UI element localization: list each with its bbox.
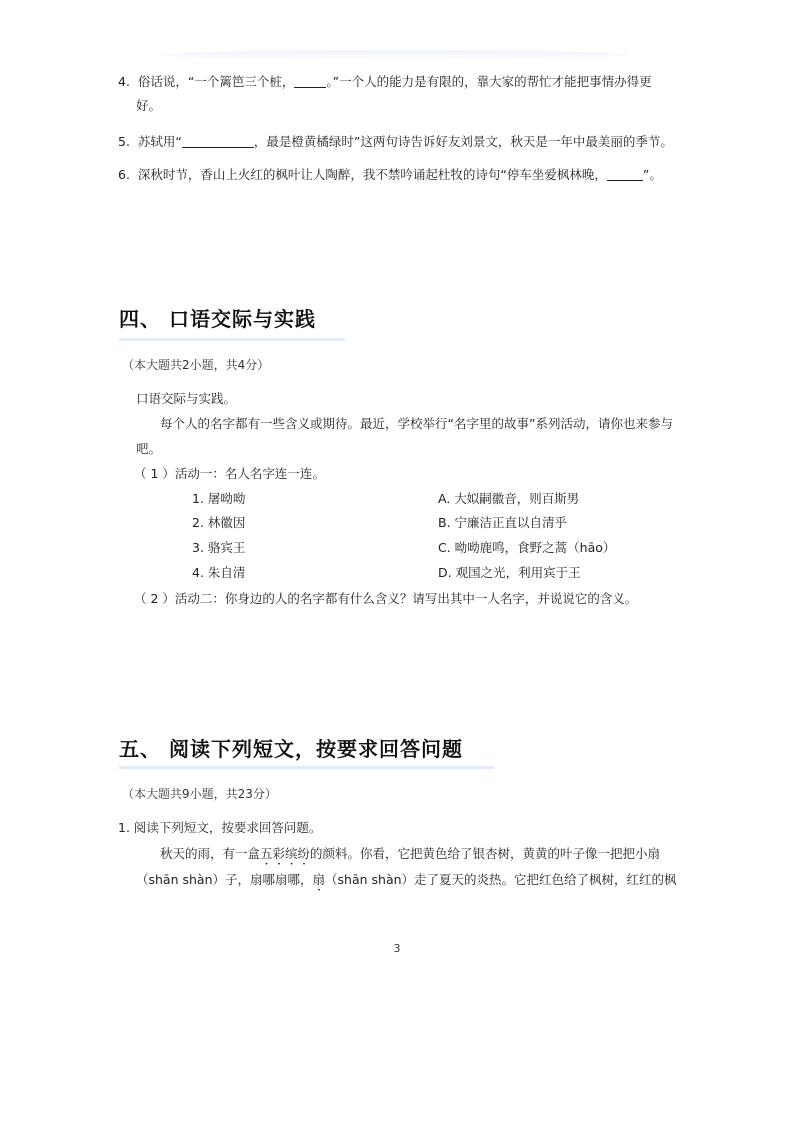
question-number: 6. bbox=[118, 167, 130, 182]
section-4-title: 四、 口语交际与实践 bbox=[119, 307, 316, 331]
question-text: 苏轼用“ bbox=[137, 134, 182, 149]
emphasized-word: 扇 bbox=[312, 872, 326, 887]
section-5-underline bbox=[119, 766, 494, 769]
name-item-3[interactable]: 3. 骆宾王 bbox=[192, 540, 246, 555]
question-text: 。”一个人的能力是有限的，靠大家的帮忙才能把事情办得更 bbox=[326, 74, 652, 89]
page-number: 3 bbox=[393, 942, 401, 955]
question-number: 5. bbox=[118, 134, 130, 149]
reading-question-1: 1. 阅读下列短文，按要求回答问题。 bbox=[118, 820, 322, 835]
emphasized-word: 五彩缤纷 bbox=[260, 846, 311, 861]
section-4-paragraph-continued: 吧。 bbox=[136, 441, 162, 456]
meaning-option-c[interactable]: C. 呦呦鹿鸣，食野之蒿（hāo） bbox=[438, 540, 616, 555]
question-text: ，最是橙黄橘绿时”这两句诗告诉好友刘景文，秋天是一年中最美丽的季节。 bbox=[253, 134, 673, 149]
name-item-1[interactable]: 1. 屠呦呦 bbox=[192, 491, 246, 506]
question-text: 深秋时节，香山上火红的枫叶让人陶醉，我不禁吟诵起杜牧的诗句“停车坐爱枫林晚， bbox=[137, 167, 607, 182]
name-item-2[interactable]: 2. 林徽因 bbox=[192, 515, 246, 530]
passage-line-2 bbox=[136, 871, 677, 894]
passage-line-1 bbox=[160, 845, 660, 868]
question-text: 俗话说，“一个篱笆三个桩， bbox=[137, 74, 295, 89]
question-text: ”。 bbox=[642, 167, 662, 182]
question-5 bbox=[118, 133, 673, 151]
meaning-option-a[interactable]: A. 大姒嗣徽音，则百斯男 bbox=[438, 491, 580, 506]
question-number: 4. bbox=[118, 74, 130, 89]
question-4 bbox=[118, 73, 652, 91]
activity-1-heading: （ 1 ）活动一：名人名字连一连。 bbox=[134, 466, 325, 481]
top-decorative-rule bbox=[160, 50, 630, 60]
passage-text: （shān shàn）子，扇哪扇哪， bbox=[136, 872, 313, 887]
question-6 bbox=[118, 166, 662, 184]
section-5-score-note: （本大题共9小题，共23分） bbox=[122, 787, 277, 801]
activity-2-heading: （ 2 ）活动二：你身边的人的名字都有什么含义？请写出其中一人名字，并说说它的含义。 bbox=[134, 591, 638, 606]
section-5-title: 五、 阅读下列短文，按要求回答问题 bbox=[119, 737, 463, 761]
question-4-continued: 好。 bbox=[136, 98, 162, 113]
passage-text: （shān shàn）走了夏天的炎热。它把红色给了枫树，红红的枫 bbox=[325, 872, 677, 887]
passage-text: 的颜料。你看，它把黄色给了银杏树，黄黄的叶子像一把把小扇 bbox=[310, 846, 661, 861]
answer-blank[interactable] bbox=[607, 167, 643, 181]
section-4-underline bbox=[119, 338, 345, 341]
meaning-option-b[interactable]: B. 宁廉洁正直以自清乎 bbox=[438, 515, 568, 530]
section-4-paragraph: 每个人的名字都有一些含义或期待。最近，学校举行“名字里的故事”系列活动，请你也来参与 bbox=[160, 416, 673, 431]
meaning-option-d[interactable]: D. 观国之光，利用宾于王 bbox=[438, 565, 581, 580]
section-4-score-note: （本大题共2小题，共4分） bbox=[122, 358, 270, 372]
answer-blank[interactable] bbox=[182, 134, 254, 148]
section-4-intro: 口语交际与实践。 bbox=[136, 391, 237, 406]
answer-blank[interactable] bbox=[294, 74, 326, 88]
name-item-4[interactable]: 4. 朱自清 bbox=[192, 565, 246, 580]
passage-text: 秋天的雨，有一盒 bbox=[160, 846, 261, 861]
